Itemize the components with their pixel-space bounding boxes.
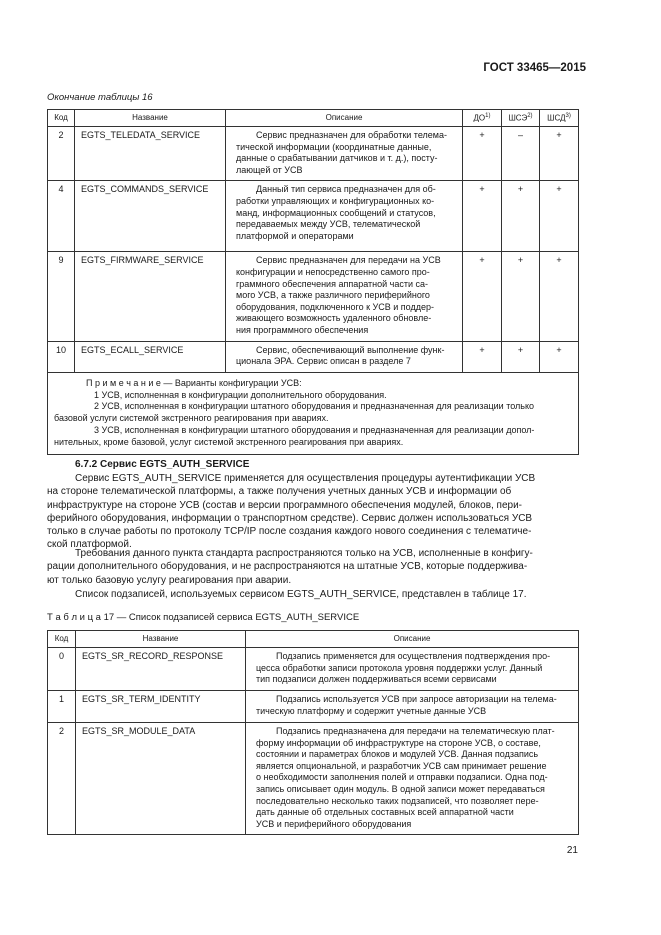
col-desc: Описание	[246, 631, 579, 648]
row-name: EGTS_SR_TERM_IDENTITY	[76, 691, 246, 723]
row-do: +	[463, 341, 502, 372]
document-header: ГОСТ 33465—2015	[483, 62, 586, 74]
row-code: 10	[48, 341, 75, 372]
note-title: П р и м е ч а н и е — Варианты конфигурации УСВ:	[86, 377, 302, 388]
row-name: EGTS_FIRMWARE_SERVICE	[75, 252, 226, 341]
col-do: ДО$^{1)}$	[463, 110, 502, 127]
row-desc: Подзапись применяется для осуществления подтверждения про- цесса обработки записи протокола уровня поддержки услуг. Данный тип подзаписи должен поддерживаться всеми сервисами	[246, 648, 579, 691]
col-name: Название	[75, 110, 226, 127]
note-2: 2 УСВ, исполненная в конфигурации штатного оборудования и предназначенная для реализации только	[94, 401, 535, 412]
row-code: 4	[48, 181, 75, 252]
row-name: EGTS_ECALL_SERVICE	[75, 341, 226, 372]
table-row	[48, 691, 579, 723]
row-desc: Данный тип сервиса предназначен для об- работки управляющих и конфигурационных ко- манд, информационных сообщений и статусов, передаваемых между УСВ, телематической платформой и операторами	[226, 181, 463, 252]
row-code: 2	[48, 127, 75, 181]
table-row	[48, 648, 579, 691]
page-number: 21	[566, 845, 578, 856]
row-code: 0	[48, 648, 76, 691]
table16-header-row	[48, 110, 579, 127]
row-ssd: +	[540, 127, 579, 181]
row-sse: +	[502, 181, 540, 252]
col-sse: ШСЭ$^{2)}$	[502, 110, 540, 127]
note-3-cont: нительных, кроме базовой, услуг системой экстренного реагирования при авариях.	[54, 436, 404, 447]
row-ssd: +	[540, 252, 579, 341]
row-code: 9	[48, 252, 75, 341]
row-name: EGTS_SR_RECORD_RESPONSE	[76, 648, 246, 691]
row-desc: Сервис, обеспечивающий выполнение функ- ционала ЭРА. Сервис описан в разделе 7	[226, 341, 463, 372]
table-row	[48, 181, 579, 252]
row-sse: +	[502, 252, 540, 341]
row-name: EGTS_SR_MODULE_DATA	[76, 723, 246, 835]
table-16	[47, 109, 579, 455]
table16-notes	[48, 372, 579, 454]
table-row	[48, 341, 579, 372]
row-sse: +	[502, 341, 540, 372]
col-name: Название	[76, 631, 246, 648]
row-sse: –	[502, 127, 540, 181]
note-3: 3 УСВ, исполненная в конфигурации штатного оборудования и предназначенная для реализации допол-	[94, 424, 535, 435]
row-desc: Сервис предназначен для передачи на УСВ конфигурации и непосредственно самого про- граммного обеспечения аппаратной части са- мого УСВ, а также различного периферийного оборудования, подключенного к УСВ и поддер- живающего возможность удаленного обновле- ния программного обеспечения	[226, 252, 463, 341]
row-ssd: +	[540, 341, 579, 372]
section-paragraph-1: Сервис EGTS_AUTH_SERVICE применяется для осуществления процедуры аутентификации УСВ на стороне телематической платформы, а также получения учетных данных УСВ и информации об инфраструктуре на стороне УСВ (состав и версии программного обеспечения модулей, блоков, пери- ферийного оборудования, информации о транспортном средстве). Сервис должен использоваться УСВ только в случае работы по протоколу TCP/IP после создания каждого нового соединения с телематиче- ской платформой.	[47, 473, 536, 551]
row-do: +	[463, 127, 502, 181]
row-name: EGTS_TELEDATA_SERVICE	[75, 127, 226, 181]
section-paragraph-2: Требования данного пункта стандарта распространяются только на УСВ, исполненные в конфигу- рации дополнительного оборудования, и не распространяются на штатные УСВ, которые поддержива- ют только базовую услугу реагирования при аварии.	[47, 548, 533, 586]
table-17	[47, 630, 579, 835]
row-code: 2	[48, 723, 76, 835]
row-ssd: +	[540, 181, 579, 252]
col-code: Код	[48, 631, 76, 648]
row-name: EGTS_COMMANDS_SERVICE	[75, 181, 226, 252]
row-desc: Подзапись предназначена для передачи на телематическую плат- форму информации об инфраструктуре на стороне УСВ, о составе, состоянии и параметрах блоков и модулей УСВ. Данная подзапись является опциональной, и разработчик УСВ сам принимает решение о необходимости заполнения полей и отправки подзаписи. Одна под- запись описывает один модуль. В одной записи может передаваться последовательно несколько таких подзаписей, что позволяет пере- дать данные об отдельных составных всей аппаратной части УСВ и периферийного оборудования	[246, 723, 579, 835]
row-desc: Сервис предназначен для обработки телема- тической информации (координатные данные, данные о срабатывании датчиков и т. д.), посту- лающей от УСВ	[226, 127, 463, 181]
table-row	[48, 723, 579, 835]
col-code: Код	[48, 110, 75, 127]
table16-caption: Окончание таблицы 16	[47, 92, 153, 103]
row-desc: Подзапись используется УСВ при запросе авторизации на телема- тическую платформу и содержит учетные данные УСВ	[246, 691, 579, 723]
section-heading: 6.7.2 Сервис EGTS_AUTH_SERVICE	[75, 459, 250, 470]
note-2-cont: базовой услуги системой экстренного реагирования при авариях.	[54, 413, 329, 424]
col-ssd: ШСД$^{3)}$	[540, 110, 579, 127]
table17-header-row	[48, 631, 579, 648]
row-do: +	[463, 252, 502, 341]
note-1: 1 УСВ, исполненная в конфигурации дополнительного оборудования.	[94, 389, 387, 400]
table-row	[48, 127, 579, 181]
col-desc: Описание	[226, 110, 463, 127]
table17-caption: Т а б л и ц а 17 — Список подзаписей сервиса EGTS_AUTH_SERVICE	[47, 612, 360, 623]
section-paragraph-3: Список подзаписей, используемых сервисом EGTS_AUTH_SERVICE, представлен в таблице 17.	[75, 589, 527, 600]
row-do: +	[463, 181, 502, 252]
table16-notes-row	[48, 372, 579, 454]
row-code: 1	[48, 691, 76, 723]
table-row	[48, 252, 579, 341]
